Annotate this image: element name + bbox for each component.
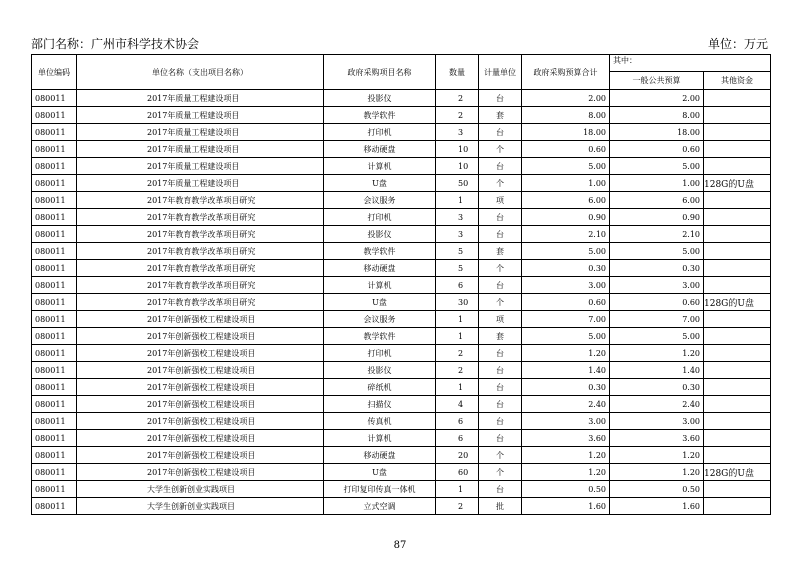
cell-other xyxy=(704,345,771,362)
cell-qty: 1 xyxy=(436,192,479,209)
cell-unit: 项 xyxy=(479,192,522,209)
cell-code: 080011 xyxy=(32,379,77,396)
col-header-total: 政府采购预算合计 xyxy=(522,55,610,90)
cell-code: 080011 xyxy=(32,141,77,158)
table-row xyxy=(32,430,771,447)
cell-project: 2017年质量工程建设项目 xyxy=(77,90,324,107)
cell-project: 2017年创新强校工程建设项目 xyxy=(77,430,324,447)
cell-total: 1.20 xyxy=(522,345,610,362)
cell-total: 1.40 xyxy=(522,362,610,379)
table-row xyxy=(32,396,771,413)
cell-general: 3.00 xyxy=(610,277,704,294)
cell-item: 打印机 xyxy=(324,209,436,226)
cell-general: 1.00 xyxy=(610,175,704,192)
cell-other xyxy=(704,90,771,107)
cell-project: 2017年教育教学改革项目研究 xyxy=(77,277,324,294)
cell-project: 2017年教育教学改革项目研究 xyxy=(77,294,324,311)
cell-total: 1.20 xyxy=(522,464,610,481)
cell-item: 计算机 xyxy=(324,430,436,447)
cell-item: 投影仪 xyxy=(324,226,436,243)
cell-qty: 1 xyxy=(436,328,479,345)
cell-qty: 2 xyxy=(436,107,479,124)
cell-item: U盘 xyxy=(324,294,436,311)
cell-other xyxy=(704,260,771,277)
cell-total: 0.60 xyxy=(522,294,610,311)
cell-unit: 个 xyxy=(479,447,522,464)
cell-unit: 套 xyxy=(479,243,522,260)
table-body xyxy=(32,90,771,515)
cell-unit: 台 xyxy=(479,158,522,175)
table-row xyxy=(32,328,771,345)
cell-code: 080011 xyxy=(32,345,77,362)
cell-qty: 1 xyxy=(436,481,479,498)
table-row xyxy=(32,243,771,260)
page-number: 87 xyxy=(393,540,407,551)
cell-qty: 60 xyxy=(436,464,479,481)
table-row xyxy=(32,498,771,515)
cell-unit: 台 xyxy=(479,362,522,379)
cell-other xyxy=(704,311,771,328)
cell-total: 2.00 xyxy=(522,90,610,107)
cell-unit: 个 xyxy=(479,294,522,311)
cell-project: 2017年教育教学改革项目研究 xyxy=(77,243,324,260)
cell-general: 1.20 xyxy=(610,447,704,464)
cell-qty: 6 xyxy=(436,430,479,447)
cell-item: 打印机 xyxy=(324,124,436,141)
cell-code: 080011 xyxy=(32,396,77,413)
cell-general: 2.40 xyxy=(610,396,704,413)
cell-qty: 2 xyxy=(436,498,479,515)
cell-qty: 10 xyxy=(436,158,479,175)
cell-project: 2017年质量工程建设项目 xyxy=(77,175,324,192)
table-row xyxy=(32,192,771,209)
cell-general: 0.50 xyxy=(610,481,704,498)
cell-item: 碎纸机 xyxy=(324,379,436,396)
cell-code: 080011 xyxy=(32,447,77,464)
cell-total: 6.00 xyxy=(522,192,610,209)
table-row xyxy=(32,90,771,107)
cell-unit: 项 xyxy=(479,311,522,328)
col-header-other: 其他资金 xyxy=(704,72,771,90)
table-row xyxy=(32,107,771,124)
cell-general: 5.00 xyxy=(610,158,704,175)
col-header-project: 单位名称（支出项目名称） xyxy=(77,55,324,90)
cell-project: 2017年质量工程建设项目 xyxy=(77,141,324,158)
cell-project: 2017年创新强校工程建设项目 xyxy=(77,379,324,396)
cell-unit: 个 xyxy=(479,175,522,192)
cell-other xyxy=(704,498,771,515)
cell-other xyxy=(704,141,771,158)
cell-unit: 个 xyxy=(479,141,522,158)
cell-qty: 1 xyxy=(436,311,479,328)
cell-code: 080011 xyxy=(32,243,77,260)
cell-qty: 6 xyxy=(436,277,479,294)
cell-total: 5.00 xyxy=(522,328,610,345)
cell-unit: 批 xyxy=(479,498,522,515)
table-row xyxy=(32,311,771,328)
cell-other xyxy=(704,328,771,345)
cell-total: 3.00 xyxy=(522,413,610,430)
cell-total: 0.30 xyxy=(522,379,610,396)
cell-general: 0.60 xyxy=(610,141,704,158)
cell-total: 0.60 xyxy=(522,141,610,158)
cell-general: 3.60 xyxy=(610,430,704,447)
cell-item: 移动硬盘 xyxy=(324,141,436,158)
col-header-of-which: 其中： xyxy=(610,55,771,72)
procurement-table xyxy=(31,54,771,515)
cell-qty: 20 xyxy=(436,447,479,464)
cell-total: 0.30 xyxy=(522,260,610,277)
table-row xyxy=(32,379,771,396)
cell-code: 080011 xyxy=(32,413,77,430)
cell-other xyxy=(704,107,771,124)
cell-unit: 台 xyxy=(479,345,522,362)
cell-item: 传真机 xyxy=(324,413,436,430)
cell-item: 投影仪 xyxy=(324,362,436,379)
cell-item: 教学软件 xyxy=(324,328,436,345)
cell-general: 0.30 xyxy=(610,260,704,277)
cell-other xyxy=(704,379,771,396)
cell-item: 移动硬盘 xyxy=(324,260,436,277)
cell-qty: 6 xyxy=(436,413,479,430)
cell-general: 2.00 xyxy=(610,90,704,107)
cell-item: 立式空调 xyxy=(324,498,436,515)
cell-project: 2017年质量工程建设项目 xyxy=(77,158,324,175)
cell-qty: 5 xyxy=(436,260,479,277)
cell-general: 0.90 xyxy=(610,209,704,226)
col-header-item: 政府采购项目名称 xyxy=(324,55,436,90)
cell-project: 2017年创新强校工程建设项目 xyxy=(77,362,324,379)
cell-general: 2.10 xyxy=(610,226,704,243)
cell-project: 2017年创新强校工程建设项目 xyxy=(77,311,324,328)
table-row xyxy=(32,345,771,362)
cell-qty: 1 xyxy=(436,379,479,396)
cell-code: 080011 xyxy=(32,90,77,107)
table-row xyxy=(32,226,771,243)
table-row xyxy=(32,158,771,175)
cell-other xyxy=(704,158,771,175)
cell-qty: 2 xyxy=(436,345,479,362)
cell-total: 0.90 xyxy=(522,209,610,226)
cell-item: 移动硬盘 xyxy=(324,447,436,464)
col-header-general: 一般公共预算 xyxy=(610,72,704,90)
department-name: 部门名称：广州市科学技术协会 xyxy=(31,37,200,51)
cell-total: 8.00 xyxy=(522,107,610,124)
cell-unit: 台 xyxy=(479,90,522,107)
table-row xyxy=(32,294,771,311)
cell-unit: 台 xyxy=(479,430,522,447)
cell-unit: 台 xyxy=(479,396,522,413)
cell-unit: 套 xyxy=(479,107,522,124)
cell-other: 128G的U盘 xyxy=(704,464,771,481)
cell-other xyxy=(704,362,771,379)
currency-unit: 单位：万元 xyxy=(707,37,768,51)
cell-item: 计算机 xyxy=(324,158,436,175)
cell-code: 080011 xyxy=(32,294,77,311)
cell-total: 1.60 xyxy=(522,498,610,515)
cell-total: 1.20 xyxy=(522,447,610,464)
cell-code: 080011 xyxy=(32,260,77,277)
cell-other xyxy=(704,124,771,141)
cell-total: 3.00 xyxy=(522,277,610,294)
table-row xyxy=(32,481,771,498)
cell-qty: 4 xyxy=(436,396,479,413)
cell-general: 5.00 xyxy=(610,243,704,260)
cell-project: 2017年创新强校工程建设项目 xyxy=(77,396,324,413)
cell-item: 教学软件 xyxy=(324,107,436,124)
col-header-unit: 计量单位 xyxy=(479,55,522,90)
cell-code: 080011 xyxy=(32,192,77,209)
cell-project: 2017年教育教学改革项目研究 xyxy=(77,192,324,209)
cell-other xyxy=(704,277,771,294)
cell-code: 080011 xyxy=(32,277,77,294)
cell-project: 2017年教育教学改革项目研究 xyxy=(77,226,324,243)
cell-code: 080011 xyxy=(32,464,77,481)
cell-other xyxy=(704,430,771,447)
cell-project: 2017年教育教学改革项目研究 xyxy=(77,209,324,226)
cell-qty: 2 xyxy=(436,362,479,379)
cell-general: 6.00 xyxy=(610,192,704,209)
cell-project: 2017年教育教学改革项目研究 xyxy=(77,260,324,277)
table-row xyxy=(32,124,771,141)
cell-qty: 10 xyxy=(436,141,479,158)
cell-project: 大学生创新创业实践项目 xyxy=(77,498,324,515)
cell-qty: 2 xyxy=(436,90,479,107)
cell-unit: 套 xyxy=(479,328,522,345)
cell-code: 080011 xyxy=(32,328,77,345)
cell-other: 128G的U盘 xyxy=(704,175,771,192)
cell-unit: 个 xyxy=(479,260,522,277)
cell-unit: 台 xyxy=(479,124,522,141)
table-row xyxy=(32,362,771,379)
table-row xyxy=(32,464,771,481)
col-header-code: 单位编码 xyxy=(32,55,77,90)
cell-general: 3.00 xyxy=(610,413,704,430)
cell-other: 128G的U盘 xyxy=(704,294,771,311)
cell-other xyxy=(704,481,771,498)
table-row xyxy=(32,413,771,430)
cell-unit: 台 xyxy=(479,209,522,226)
cell-unit: 台 xyxy=(479,379,522,396)
cell-item: U盘 xyxy=(324,464,436,481)
cell-qty: 3 xyxy=(436,209,479,226)
cell-general: 1.60 xyxy=(610,498,704,515)
cell-general: 7.00 xyxy=(610,311,704,328)
cell-total: 7.00 xyxy=(522,311,610,328)
cell-project: 2017年创新强校工程建设项目 xyxy=(77,413,324,430)
cell-total: 3.60 xyxy=(522,430,610,447)
cell-code: 080011 xyxy=(32,498,77,515)
cell-item: 扫描仪 xyxy=(324,396,436,413)
cell-general: 0.60 xyxy=(610,294,704,311)
cell-general: 1.40 xyxy=(610,362,704,379)
table-row xyxy=(32,175,771,192)
table-row xyxy=(32,141,771,158)
cell-other xyxy=(704,243,771,260)
cell-qty: 50 xyxy=(436,175,479,192)
cell-total: 5.00 xyxy=(522,158,610,175)
cell-total: 1.00 xyxy=(522,175,610,192)
cell-project: 2017年创新强校工程建设项目 xyxy=(77,345,324,362)
cell-code: 080011 xyxy=(32,209,77,226)
cell-general: 0.30 xyxy=(610,379,704,396)
cell-project: 大学生创新创业实践项目 xyxy=(77,481,324,498)
cell-project: 2017年质量工程建设项目 xyxy=(77,107,324,124)
cell-item: 打印机 xyxy=(324,345,436,362)
cell-other xyxy=(704,192,771,209)
table-row xyxy=(32,447,771,464)
cell-other xyxy=(704,209,771,226)
cell-project: 2017年质量工程建设项目 xyxy=(77,124,324,141)
cell-total: 5.00 xyxy=(522,243,610,260)
table-header xyxy=(32,55,771,90)
cell-code: 080011 xyxy=(32,107,77,124)
cell-code: 080011 xyxy=(32,362,77,379)
cell-general: 1.20 xyxy=(610,464,704,481)
cell-unit: 个 xyxy=(479,464,522,481)
cell-total: 2.10 xyxy=(522,226,610,243)
cell-total: 0.50 xyxy=(522,481,610,498)
cell-other xyxy=(704,413,771,430)
cell-general: 1.20 xyxy=(610,345,704,362)
cell-code: 080011 xyxy=(32,158,77,175)
cell-item: 教学软件 xyxy=(324,243,436,260)
cell-general: 8.00 xyxy=(610,107,704,124)
cell-qty: 3 xyxy=(436,124,479,141)
cell-code: 080011 xyxy=(32,226,77,243)
cell-qty: 30 xyxy=(436,294,479,311)
table-row xyxy=(32,277,771,294)
cell-item: 打印复印传真一体机 xyxy=(324,481,436,498)
cell-code: 080011 xyxy=(32,311,77,328)
cell-other xyxy=(704,226,771,243)
col-header-qty: 数量 xyxy=(436,55,479,90)
cell-qty: 3 xyxy=(436,226,479,243)
cell-total: 2.40 xyxy=(522,396,610,413)
cell-item: 会议服务 xyxy=(324,192,436,209)
cell-other xyxy=(704,396,771,413)
cell-general: 18.00 xyxy=(610,124,704,141)
cell-unit: 台 xyxy=(479,413,522,430)
cell-project: 2017年创新强校工程建设项目 xyxy=(77,447,324,464)
cell-code: 080011 xyxy=(32,430,77,447)
cell-general: 5.00 xyxy=(610,328,704,345)
cell-code: 080011 xyxy=(32,481,77,498)
cell-item: 会议服务 xyxy=(324,311,436,328)
cell-item: 计算机 xyxy=(324,277,436,294)
cell-item: U盘 xyxy=(324,175,436,192)
cell-unit: 台 xyxy=(479,481,522,498)
cell-other xyxy=(704,447,771,464)
table-row xyxy=(32,260,771,277)
cell-project: 2017年创新强校工程建设项目 xyxy=(77,328,324,345)
cell-code: 080011 xyxy=(32,124,77,141)
cell-total: 18.00 xyxy=(522,124,610,141)
cell-unit: 台 xyxy=(479,226,522,243)
cell-code: 080011 xyxy=(32,175,77,192)
cell-item: 投影仪 xyxy=(324,90,436,107)
cell-qty: 5 xyxy=(436,243,479,260)
cell-unit: 台 xyxy=(479,277,522,294)
cell-project: 2017年创新强校工程建设项目 xyxy=(77,464,324,481)
table-row xyxy=(32,209,771,226)
